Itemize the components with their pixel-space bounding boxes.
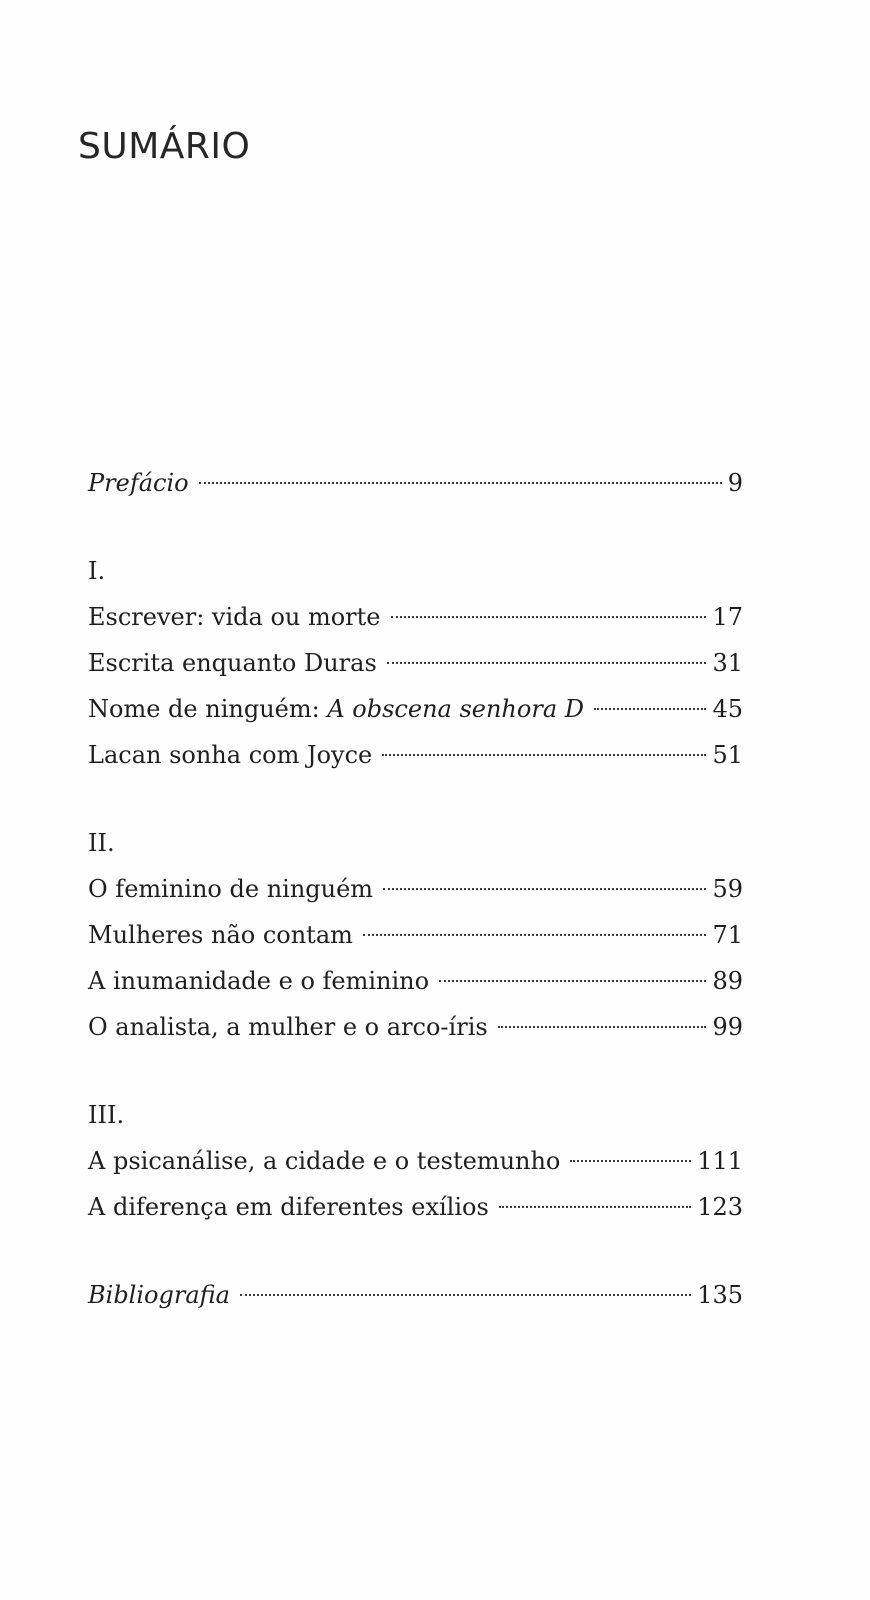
toc-entry-page: 45 bbox=[712, 695, 743, 723]
dot-leader bbox=[387, 662, 707, 664]
dot-leader bbox=[199, 482, 722, 484]
toc-entry-page: 135 bbox=[697, 1281, 743, 1309]
toc-entry-page: 89 bbox=[712, 967, 743, 995]
section-label-part-3: III. bbox=[88, 1101, 125, 1129]
toc-entry-page: 9 bbox=[727, 469, 743, 497]
toc-entry-title: Escrever: vida ou morte bbox=[88, 603, 381, 631]
toc-entry-page: 71 bbox=[712, 921, 743, 949]
dot-leader bbox=[498, 1026, 707, 1028]
toc-entry-title: Escrita enquanto Duras bbox=[88, 649, 377, 677]
toc-entry-title-plain: Nome de ninguém: bbox=[88, 695, 328, 723]
dot-leader bbox=[382, 754, 706, 756]
toc-entry-page: 99 bbox=[712, 1013, 743, 1041]
toc-entry bbox=[88, 912, 743, 958]
dot-leader bbox=[383, 888, 706, 890]
toc-entry-title: Bibliografia bbox=[88, 1281, 230, 1309]
toc-entry bbox=[88, 686, 743, 732]
toc-entry bbox=[88, 732, 743, 778]
toc-entry-title bbox=[88, 686, 584, 732]
toc-entry bbox=[88, 1138, 743, 1184]
dot-leader bbox=[363, 934, 707, 936]
toc-entry-title: Prefácio bbox=[88, 469, 189, 497]
toc-entry-title-italic: A obscena senhora D bbox=[327, 695, 584, 723]
toc-entry-title: O feminino de ninguém bbox=[88, 875, 374, 903]
toc-entry bbox=[88, 1184, 743, 1230]
toc-entry bbox=[88, 958, 743, 1004]
dot-leader bbox=[570, 1160, 691, 1162]
toc-entry-page: 51 bbox=[712, 741, 743, 769]
toc-entry-title: O analista, a mulher e o arco-íris bbox=[88, 1013, 488, 1041]
toc-entry-title: Lacan sonha com Joyce bbox=[88, 741, 373, 769]
toc-entry-title: A inumanidade e o feminino bbox=[88, 967, 430, 995]
dot-leader bbox=[439, 980, 706, 982]
dot-leader bbox=[391, 616, 707, 618]
toc-entry-page: 17 bbox=[712, 603, 743, 631]
toc-entry bbox=[88, 594, 743, 640]
dot-leader bbox=[240, 1294, 691, 1296]
toc-entry-bibliografia bbox=[88, 1272, 743, 1318]
toc-entry bbox=[88, 866, 743, 912]
table-of-contents bbox=[88, 460, 743, 1318]
toc-entry-page: 59 bbox=[712, 875, 743, 903]
toc-entry-title: Mulheres não contam bbox=[88, 921, 353, 949]
section-label-part-2: II. bbox=[88, 829, 115, 857]
dot-leader bbox=[499, 1206, 691, 1208]
toc-entry-page: 123 bbox=[697, 1193, 743, 1221]
page-title: SUMÁRIO bbox=[78, 126, 251, 167]
section-label-part-1: I. bbox=[88, 557, 106, 585]
dot-leader bbox=[594, 708, 706, 710]
toc-entry-page: 111 bbox=[697, 1147, 743, 1175]
toc-entry bbox=[88, 1004, 743, 1050]
toc-entry-page: 31 bbox=[712, 649, 743, 677]
toc-entry-title: A diferença em diferentes exílios bbox=[88, 1193, 489, 1221]
toc-entry-prefacio bbox=[88, 460, 743, 506]
toc-entry-title: A psicanálise, a cidade e o testemunho bbox=[88, 1147, 561, 1175]
toc-entry bbox=[88, 640, 743, 686]
